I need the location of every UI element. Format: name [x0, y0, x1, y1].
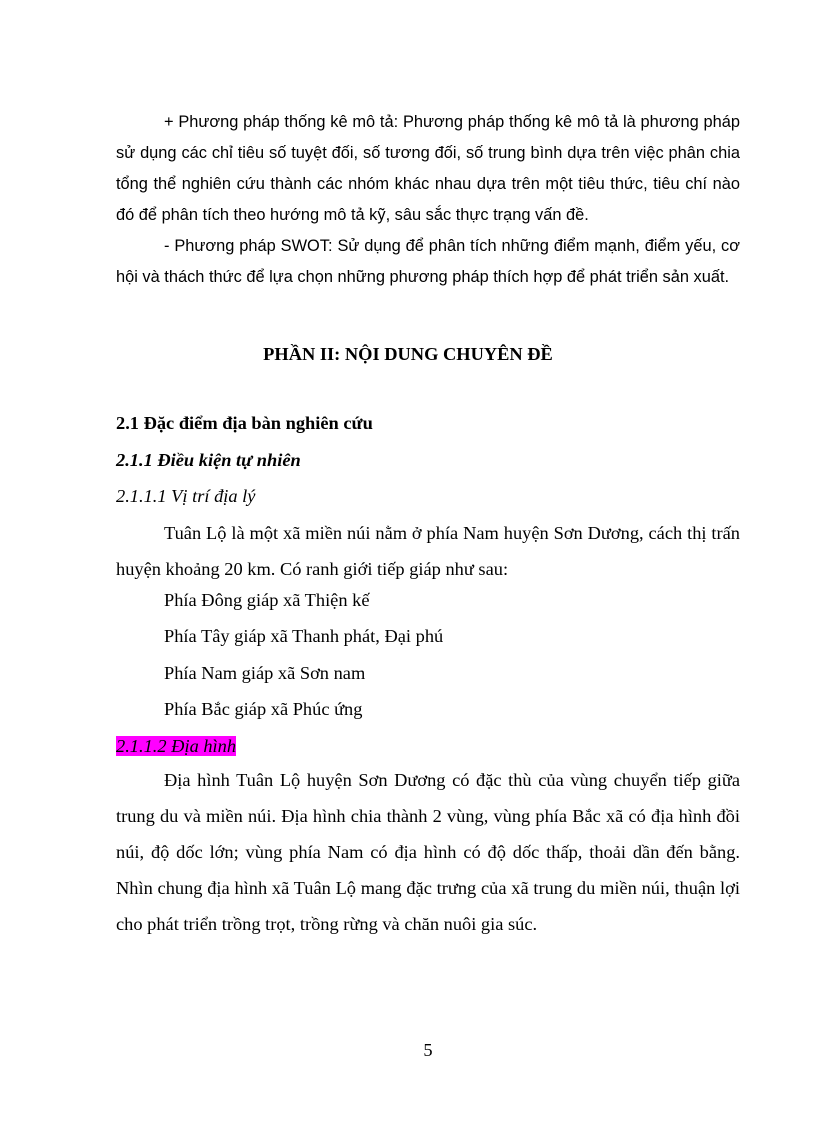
- page-number: 5: [423, 1040, 433, 1060]
- paragraph-swot-method: - Phương pháp SWOT: Sử dụng để phân tích những điểm mạnh, điểm yếu, cơ hội và thách thức để lựa chọn những phương pháp thích hợp để phát triển sản xuất.: [116, 237, 740, 286]
- section-heading-2-1-1: 2.1.1 Điều kiện tự nhiên: [116, 450, 301, 470]
- border-east: Phía Đông giáp xã Thiện kế: [164, 590, 370, 610]
- border-west: Phía Tây giáp xã Thanh phát, Đại phú: [164, 626, 444, 646]
- highlighted-heading-text: 2.1.1.2 Địa hình: [116, 736, 237, 756]
- paragraph-descriptive-statistics-method: + Phương pháp thống kê mô tả: Phương pháp thống kê mô tả là phương pháp sử dụng các chỉ tiêu số tuyệt đối, số tương đối, số trung bình dựa trên việc phân chia tổng thể nghiên cứu thành các nhóm khác nhau dựa trên một tiêu thức, tiêu chí nào đó để phân tích theo hướng mô tả kỹ, sâu sắc thực trạng vấn đề.: [116, 113, 740, 224]
- section-heading-2-1-1-1: 2.1.1.1 Vị trí địa lý: [116, 486, 256, 506]
- border-south: Phía Nam giáp xã Sơn nam: [164, 663, 366, 683]
- section-heading-2-1-1-2: [116, 736, 740, 756]
- paragraph-terrain: Địa hình Tuân Lộ huyện Sơn Dương có đặc thù của vùng chuyển tiếp giữa trung du và miền núi. Địa hình chia thành 2 vùng, vùng phía Bắc xã có địa hình đồi núi, độ dốc lớn; vùng phía Nam có địa hình có độ dốc thấp, thoải dần đến bằng. Nhìn chung địa hình xã Tuân Lộ mang đặc trưng của xã trung du miền núi, thuận lợi cho phát triển trồng trọt, trồng rừng và chăn nuôi gia súc.: [116, 770, 740, 934]
- border-north: Phía Bắc giáp xã Phúc ứng: [164, 699, 363, 719]
- part-title: PHẦN II: NỘI DUNG CHUYÊN ĐỀ: [263, 344, 553, 364]
- paragraph-location: Tuân Lộ là một xã miền núi nằm ở phía Nam huyện Sơn Dương, cách thị trấn huyện khoảng 20 km. Có ranh giới tiếp giáp như sau:: [116, 523, 740, 579]
- section-heading-2-1: 2.1 Đặc điểm địa bàn nghiên cứu: [116, 413, 373, 433]
